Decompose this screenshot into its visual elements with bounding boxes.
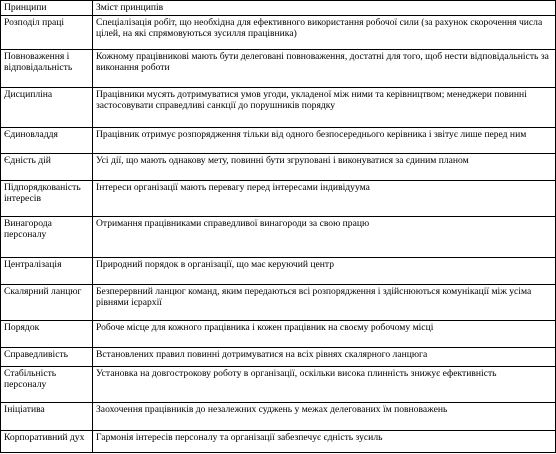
content-cell: Кожному працівникові мають бути делеговані повноваження, достатні для того, щоб нести відповідальність за виконання роботи xyxy=(93,50,556,87)
principle-cell: Централізація xyxy=(1,257,93,284)
table-header-row xyxy=(1,1,556,16)
table-row xyxy=(1,284,556,320)
principle-cell: Дисципліна xyxy=(1,87,93,128)
content-cell: Природний порядок в організації, що має керуючий центр xyxy=(93,257,556,284)
table-row xyxy=(1,402,556,431)
principle-cell: Стабільність персоналу xyxy=(1,367,93,402)
content-cell: Безперервний ланцюг команд, яким передаються всі розпорядження і здійснюються комунікації між усіма рівнями ієрархії xyxy=(93,284,556,320)
content-cell: Робоче місце для кожного працівника і кожен працівник на своєму робочому місці xyxy=(93,321,556,348)
principle-cell: Ініціатива xyxy=(1,402,93,431)
principle-cell: Розподіл праці xyxy=(1,15,93,49)
content-cell: Спеціалізація робіт, що необхідна для ефективного використання робочої сили (за рахунок скорочення числа цілей, на які спрямовуються зусилля працівника) xyxy=(93,15,556,49)
table-row xyxy=(1,180,556,216)
principle-cell: Порядок xyxy=(1,321,93,348)
table-row xyxy=(1,431,556,453)
content-cell: Усі дії, що мають однакову мету, повинні бути згруповані і виконуватися за єдиним планом xyxy=(93,154,556,181)
header-content: Зміст принципів xyxy=(93,1,556,16)
table-row xyxy=(1,347,556,366)
table-row xyxy=(1,367,556,402)
table-row xyxy=(1,128,556,154)
principle-cell: Підпорядкованість інтересів xyxy=(1,180,93,216)
table-row xyxy=(1,87,556,128)
table-row xyxy=(1,50,556,87)
principle-cell: Скалярний ланцюг xyxy=(1,284,93,320)
content-cell: Отримання працівниками справедливої винагороди за свою працю xyxy=(93,217,556,258)
content-cell: Встановлених правил повинні дотримуватися на всіх рівнях скалярного ланцюга xyxy=(93,347,556,366)
table-row xyxy=(1,321,556,348)
principle-cell: Єдиновладдя xyxy=(1,128,93,154)
content-cell: Інтереси організації мають перевагу перед інтересами індивідуума xyxy=(93,180,556,216)
table-row xyxy=(1,257,556,284)
table-row xyxy=(1,15,556,49)
content-cell: Заохочення працівників до незалежних суджень у межах делегованих їм повноважень xyxy=(93,402,556,431)
principle-cell: Єдність дій xyxy=(1,154,93,181)
principle-cell: Справедливість xyxy=(1,347,93,366)
principle-cell: Корпоративний дух xyxy=(1,431,93,453)
content-cell: Гармонія інтересів персоналу та організації забезпечує єдність зусиль xyxy=(93,431,556,453)
content-cell: Установка на довгострокову роботу в організації, оскільки висока плинність знижує ефективність xyxy=(93,367,556,402)
principle-cell: Винагорода персоналу xyxy=(1,217,93,258)
table-row xyxy=(1,217,556,258)
content-cell: Працівник отримує розпорядження тільки від одного безпосереднього керівника і звітує лише перед ним xyxy=(93,128,556,154)
table-row xyxy=(1,154,556,181)
header-principles: Принципи xyxy=(1,1,93,16)
content-cell: Працівники мусять дотримуватися умов угоди, укладеної між ними та керівництвом; менеджери повинні застосовувати справедливі санкції до порушників порядку xyxy=(93,87,556,128)
principle-cell: Повноваження і відповідальність xyxy=(1,50,93,87)
